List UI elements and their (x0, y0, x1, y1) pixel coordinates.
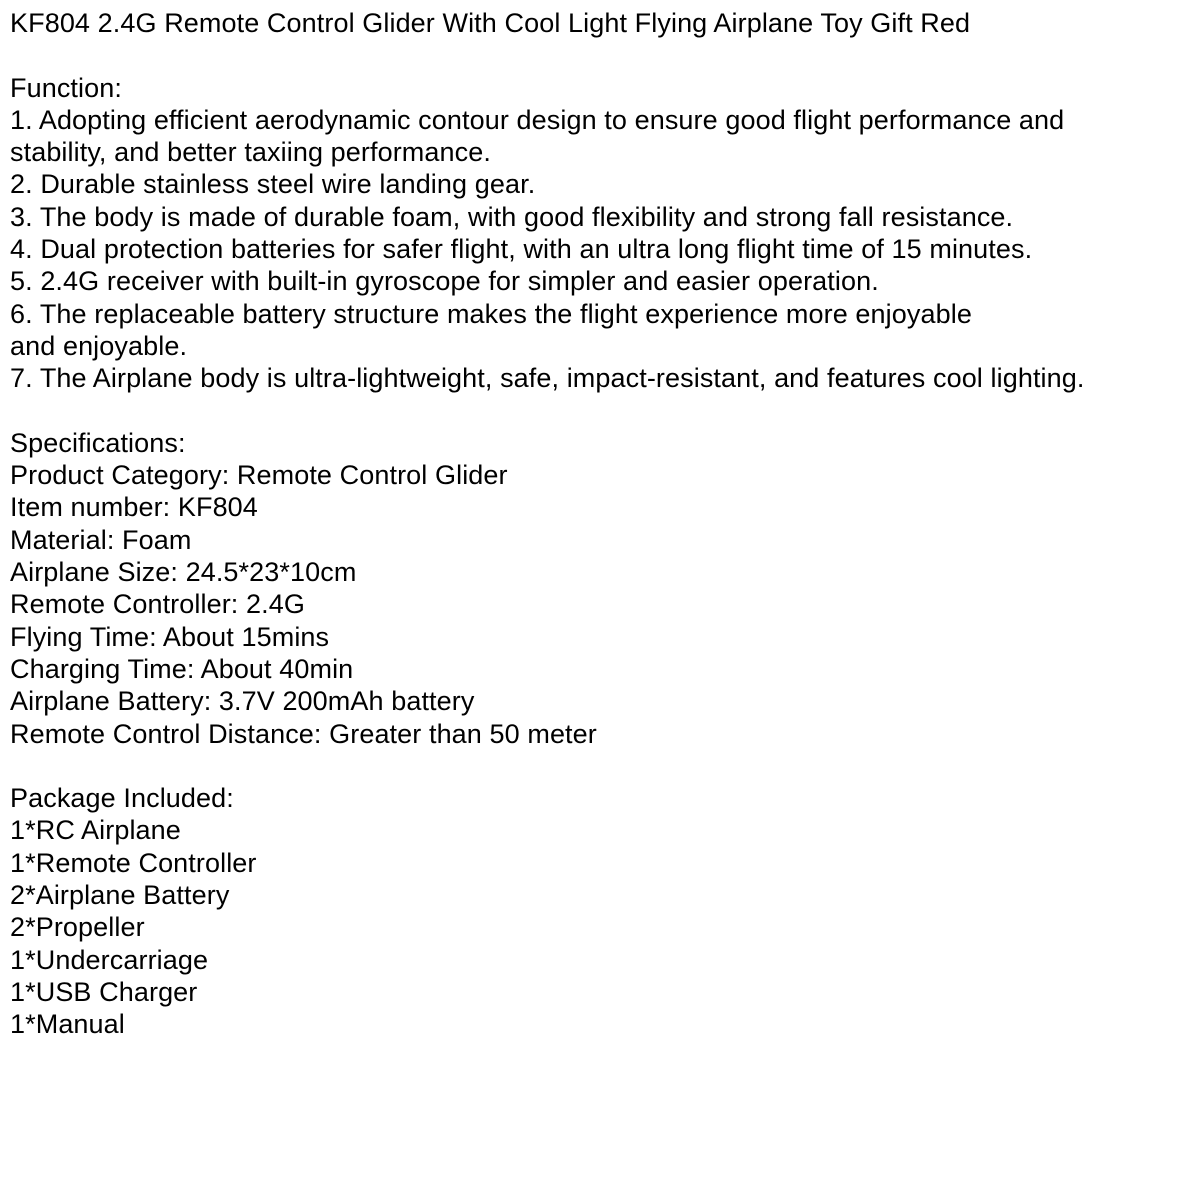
function-item-4: 4. Dual protection batteries for safer flight, with an ultra long flight time of 15 minutes. (10, 234, 1033, 265)
package-item: 1*Manual (10, 1009, 125, 1040)
function-item-1: 1. Adopting efficient aerodynamic contour design to ensure good flight performance and (10, 104, 1065, 135)
package-section (10, 782, 1195, 1040)
spec-item: Charging Time: About 40min (10, 653, 354, 684)
function-item-6: 6. The replaceable battery structure makes the flight experience more enjoyable (10, 298, 972, 329)
package-item: 1*Remote Controller (10, 847, 257, 878)
function-item-7: 7. The Airplane body is ultra-lightweight, safe, impact-resistant, and features cool lighting. (10, 363, 1085, 394)
function-item-6-continued: and enjoyable. (10, 330, 188, 361)
package-heading: Package Included: (10, 783, 234, 814)
package-item: 1*Undercarriage (10, 944, 209, 975)
product-title: KF804 2.4G Remote Control Glider With Cool Light Flying Airplane Toy Gift Red (10, 8, 971, 38)
spec-item: Remote Controller: 2.4G (10, 589, 305, 620)
spec-item: Material: Foam (10, 524, 192, 555)
function-item-2: 2. Durable stainless steel wire landing gear. (10, 169, 536, 200)
function-heading: Function: (10, 72, 122, 103)
function-section (10, 72, 1195, 395)
function-item-3: 3. The body is made of durable foam, with good flexibility and strong fall resistance. (10, 201, 1014, 232)
specifications-heading: Specifications: (10, 427, 186, 458)
spec-item: Remote Control Distance: Greater than 50 meter (10, 718, 597, 749)
specifications-section (10, 427, 1195, 750)
function-item-1-continued: stability, and better taxiing performance. (10, 137, 491, 168)
spec-item: Airplane Size: 24.5*23*10cm (10, 557, 357, 588)
spacer (10, 39, 1195, 71)
spec-item: Item number: KF804 (10, 492, 258, 523)
package-item: 2*Propeller (10, 912, 145, 943)
product-description (10, 7, 1195, 1041)
spacer (10, 395, 1195, 427)
package-item: 1*RC Airplane (10, 815, 181, 846)
package-item: 2*Airplane Battery (10, 880, 230, 911)
package-item: 1*USB Charger (10, 976, 198, 1007)
spec-item: Airplane Battery: 3.7V 200mAh battery (10, 686, 475, 717)
spacer (10, 750, 1195, 782)
spec-item: Flying Time: About 15mins (10, 621, 330, 652)
function-item-5: 5. 2.4G receiver with built-in gyroscope for simpler and easier operation. (10, 266, 879, 297)
spec-item: Product Category: Remote Control Glider (10, 460, 508, 491)
